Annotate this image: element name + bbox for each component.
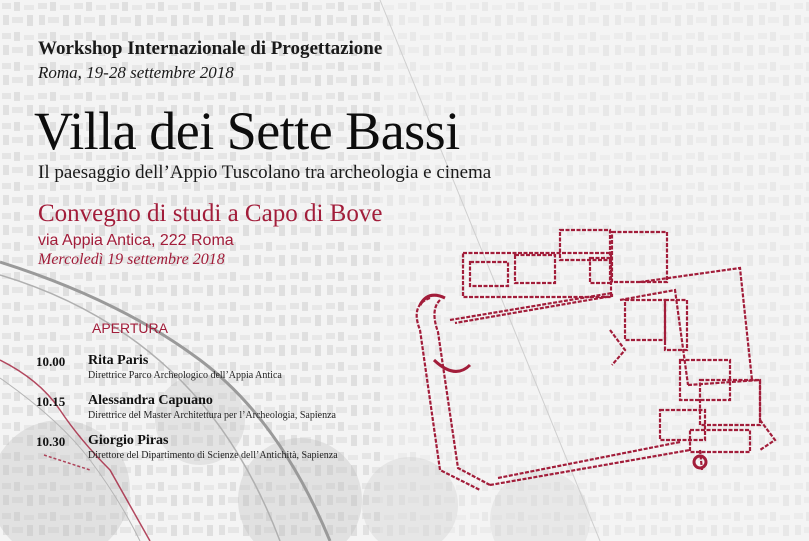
page-title: Villa dei Sette Bassi <box>34 101 460 161</box>
program-item-time: 10.00 <box>36 354 66 369</box>
page-subtitle: Il paesaggio dell’Appio Tuscolano tra archeologia e cinema <box>38 162 492 183</box>
program-item-role: Direttrice del Master Architettura per l’Archeologia, Sapienza <box>88 410 336 421</box>
program-item-time: 10.30 <box>36 434 66 449</box>
event-title: Convegno di studi a Capo di Bove <box>38 200 383 227</box>
program-item-role: Direttrice Parco Archeologico dell’Appia Antica <box>88 370 282 381</box>
program-item-name: Rita Paris <box>88 353 149 368</box>
program-item-name: Giorgio Piras <box>88 433 169 448</box>
program-item-role: Direttore del Dipartimento di Scienze dell’Antichità, Sapienza <box>88 450 338 461</box>
program-section-title: APERTURA <box>92 320 168 336</box>
workshop-title: Workshop Internazionale di Progettazione <box>38 38 383 59</box>
event-date: Mercoledì 19 settembre 2018 <box>38 251 225 268</box>
program-item-name: Alessandra Capuano <box>88 393 213 408</box>
workshop-dates: Roma, 19-28 settembre 2018 <box>38 63 234 82</box>
event-address: via Appia Antica, 222 Roma <box>38 232 234 249</box>
program-item-time: 10.15 <box>36 394 66 409</box>
